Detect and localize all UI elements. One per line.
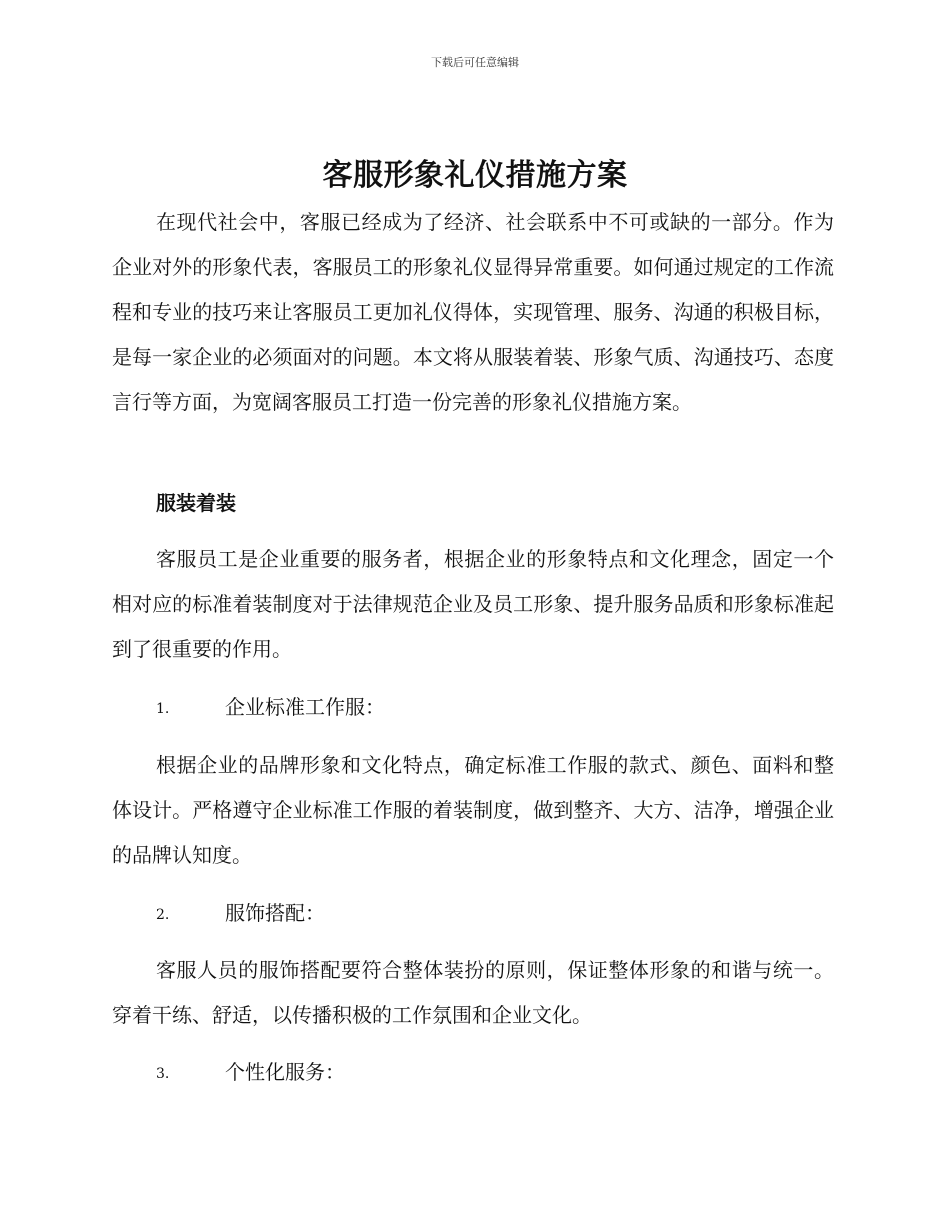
list-item-3 bbox=[156, 1057, 345, 1089]
page-header-note: 下载后可任意编辑 bbox=[431, 56, 519, 69]
item-1-paragraph: 根据企业的品牌形象和文化特点，确定标准工作服的款式、颜色、面料和整体设计。严格遵守企业标准工作服的着装制度，做到整齐、大方、洁净，增强企业的品牌认知度。 bbox=[112, 753, 834, 867]
document-title: 客服形象礼仪措施方案 bbox=[322, 158, 628, 193]
list-label: 个性化服务： bbox=[225, 1060, 345, 1084]
list-number: 3. bbox=[156, 1066, 170, 1082]
list-number: 1. bbox=[156, 701, 170, 717]
list-label: 服饰搭配： bbox=[225, 901, 325, 925]
intro-paragraph: 在现代社会中，客服已经成为了经济、社会联系中不可或缺的一部分。作为企业对外的形象代表，客服员工的形象礼仪显得异常重要。如何通过规定的工作流程和专业的技巧来让客服员工更加礼仪得体，实现管理、服务、沟通的积极目标，是每一家企业的必须面对的问题。本文将从服装着装、形象气质、沟通技巧、态度言行等方面，为宽阔客服员工打造一份完善的形象礼仪措施方案。 bbox=[112, 210, 834, 414]
list-item-1 bbox=[156, 692, 385, 724]
list-label: 企业标准工作服： bbox=[225, 695, 385, 719]
list-number: 2. bbox=[156, 907, 170, 923]
list-item-2 bbox=[156, 898, 325, 930]
item-2-paragraph: 客服人员的服饰搭配要符合整体装扮的原则，保证整体形象的和谐与统一。穿着干练、舒适，以传播积极的工作氛围和企业文化。 bbox=[112, 958, 834, 1027]
section-intro-paragraph: 客服员工是企业重要的服务者，根据企业的形象特点和文化理念，固定一个相对应的标准着装制度对于法律规范企业及员工形象、提升服务品质和形象标准起到了很重要的作用。 bbox=[112, 547, 834, 661]
section-heading-clothing: 服装着装 bbox=[156, 491, 236, 515]
